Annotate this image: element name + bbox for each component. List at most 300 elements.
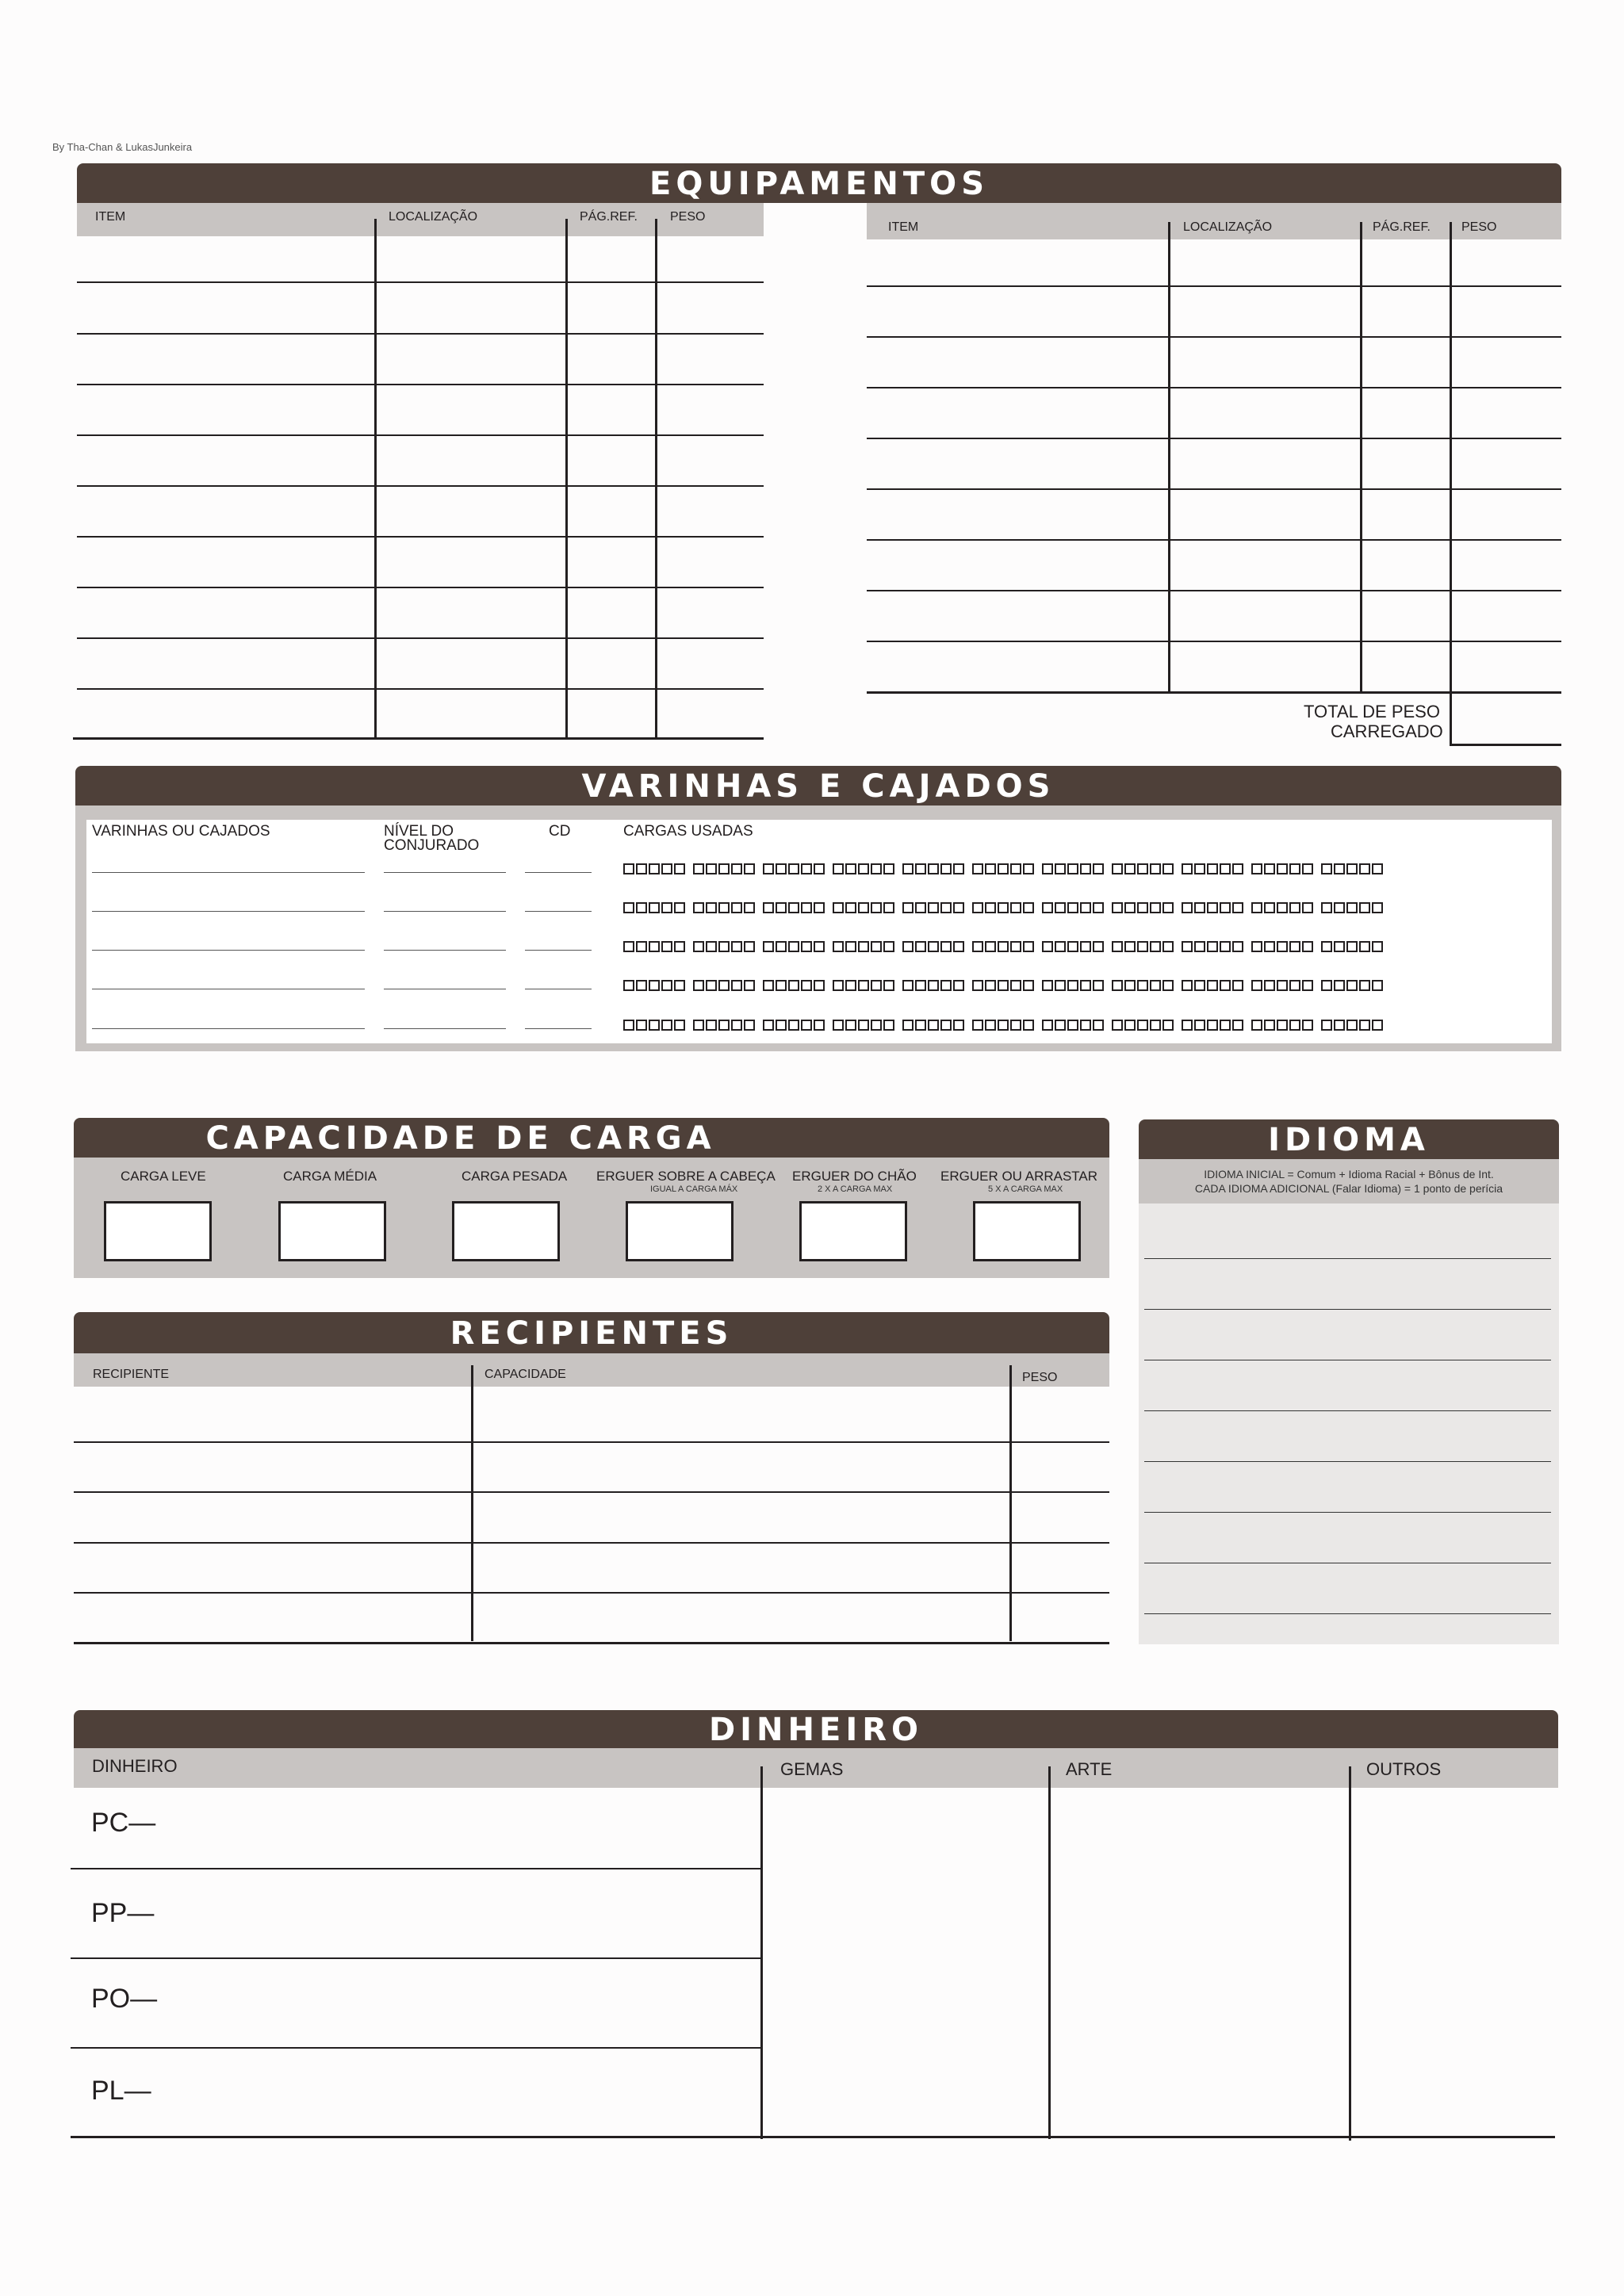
charge-checkbox[interactable] xyxy=(1112,941,1123,952)
charge-checkbox[interactable] xyxy=(623,1020,634,1031)
charge-checkbox[interactable] xyxy=(674,1020,685,1031)
charge-checkbox[interactable] xyxy=(636,863,647,874)
charge-checkbox[interactable] xyxy=(1289,863,1300,874)
charge-checkbox[interactable] xyxy=(776,863,787,874)
charge-checkbox[interactable] xyxy=(915,941,926,952)
charge-checkbox[interactable] xyxy=(1302,902,1313,913)
charge-checkbox[interactable] xyxy=(928,980,939,991)
charge-checkbox[interactable] xyxy=(763,980,774,991)
charge-checkbox[interactable] xyxy=(1264,902,1275,913)
charge-checkbox[interactable] xyxy=(1220,863,1231,874)
charge-checkbox[interactable] xyxy=(776,902,787,913)
charge-checkbox[interactable] xyxy=(1194,902,1205,913)
charge-checkbox[interactable] xyxy=(1112,980,1123,991)
charge-checkbox[interactable] xyxy=(718,902,730,913)
varinha-level-line xyxy=(384,1028,506,1029)
charge-checkbox[interactable] xyxy=(1124,1020,1136,1031)
charge-checkbox[interactable] xyxy=(1334,941,1345,952)
charge-checkbox[interactable] xyxy=(1162,980,1174,991)
charge-checkbox[interactable] xyxy=(1010,902,1021,913)
charge-checkbox[interactable] xyxy=(731,863,742,874)
charge-checkbox[interactable] xyxy=(693,902,704,913)
charge-checkbox[interactable] xyxy=(763,1020,774,1031)
charge-checkbox[interactable] xyxy=(1232,1020,1243,1031)
charge-checkbox[interactable] xyxy=(1182,863,1193,874)
charge-checkbox[interactable] xyxy=(1321,1020,1332,1031)
charge-checkbox[interactable] xyxy=(1302,980,1313,991)
charge-checkbox[interactable] xyxy=(744,980,755,991)
charge-checkbox[interactable] xyxy=(1264,941,1275,952)
charge-checkbox[interactable] xyxy=(649,902,660,913)
charge-checkbox[interactable] xyxy=(744,1020,755,1031)
charge-checkbox[interactable] xyxy=(940,941,952,952)
charge-checkbox[interactable] xyxy=(649,980,660,991)
charge-checkbox[interactable] xyxy=(1359,1020,1370,1031)
charge-checkbox[interactable] xyxy=(814,902,825,913)
charge-checkbox[interactable] xyxy=(1182,902,1193,913)
charge-checkbox[interactable] xyxy=(1162,902,1174,913)
charge-group xyxy=(693,941,755,952)
charge-checkbox[interactable] xyxy=(731,902,742,913)
charge-checkbox[interactable] xyxy=(915,980,926,991)
coin-pp-label: PP— xyxy=(91,1898,155,1928)
charge-checkbox[interactable] xyxy=(1277,863,1288,874)
charge-checkbox[interactable] xyxy=(1055,941,1066,952)
charge-checkbox[interactable] xyxy=(1162,941,1174,952)
charge-checkbox[interactable] xyxy=(998,902,1009,913)
charge-checkbox[interactable] xyxy=(833,863,844,874)
charge-checkbox[interactable] xyxy=(706,902,717,913)
charge-checkbox[interactable] xyxy=(902,902,914,913)
charge-checkbox[interactable] xyxy=(1042,863,1053,874)
charge-checkbox[interactable] xyxy=(661,1020,672,1031)
charge-checkbox[interactable] xyxy=(744,941,755,952)
charge-checkbox[interactable] xyxy=(706,941,717,952)
charge-checkbox[interactable] xyxy=(1346,863,1358,874)
charge-checkbox[interactable] xyxy=(661,863,672,874)
charge-group xyxy=(1251,863,1313,874)
charge-checkbox[interactable] xyxy=(623,863,634,874)
charge-group xyxy=(902,863,964,874)
charge-checkbox[interactable] xyxy=(940,902,952,913)
charge-checkbox[interactable] xyxy=(1093,863,1104,874)
charge-checkbox[interactable] xyxy=(1346,1020,1358,1031)
charge-checkbox[interactable] xyxy=(1372,941,1383,952)
charge-checkbox[interactable] xyxy=(623,902,634,913)
charge-checkbox[interactable] xyxy=(731,941,742,952)
charge-checkbox[interactable] xyxy=(1302,863,1313,874)
charge-checkbox[interactable] xyxy=(1137,902,1148,913)
charge-checkbox[interactable] xyxy=(985,941,996,952)
carga-media-box[interactable] xyxy=(278,1201,386,1261)
charge-checkbox[interactable] xyxy=(1207,902,1218,913)
charge-checkbox[interactable] xyxy=(1055,902,1066,913)
charge-checkbox[interactable] xyxy=(1372,902,1383,913)
charge-checkbox[interactable] xyxy=(1010,1020,1021,1031)
charge-checkbox[interactable] xyxy=(871,1020,882,1031)
charge-checkbox[interactable] xyxy=(1334,1020,1345,1031)
charge-checkbox[interactable] xyxy=(801,1020,812,1031)
charge-checkbox[interactable] xyxy=(1207,1020,1218,1031)
charge-checkbox[interactable] xyxy=(674,863,685,874)
charge-checkbox[interactable] xyxy=(858,941,869,952)
charge-checkbox[interactable] xyxy=(845,941,856,952)
charge-checkbox[interactable] xyxy=(1220,902,1231,913)
charge-checkbox[interactable] xyxy=(801,941,812,952)
charge-checkbox[interactable] xyxy=(998,941,1009,952)
charge-checkbox[interactable] xyxy=(902,1020,914,1031)
charge-checkbox[interactable] xyxy=(1182,980,1193,991)
charge-checkbox[interactable] xyxy=(1010,863,1021,874)
charge-checkbox[interactable] xyxy=(1023,902,1034,913)
charge-checkbox[interactable] xyxy=(1232,902,1243,913)
charge-checkbox[interactable] xyxy=(1055,863,1066,874)
charge-checkbox[interactable] xyxy=(1346,980,1358,991)
charge-checkbox[interactable] xyxy=(1220,941,1231,952)
charge-checkbox[interactable] xyxy=(1124,941,1136,952)
charge-checkbox[interactable] xyxy=(985,863,996,874)
charge-checkbox[interactable] xyxy=(972,863,983,874)
charge-checkbox[interactable] xyxy=(718,1020,730,1031)
charge-checkbox[interactable] xyxy=(1093,902,1104,913)
charge-checkbox[interactable] xyxy=(883,863,894,874)
charge-checkbox[interactable] xyxy=(636,941,647,952)
charge-checkbox[interactable] xyxy=(883,1020,894,1031)
charge-checkbox[interactable] xyxy=(1251,980,1262,991)
charge-checkbox[interactable] xyxy=(902,980,914,991)
charge-checkbox[interactable] xyxy=(1182,941,1193,952)
charge-group xyxy=(1251,1020,1313,1031)
charge-checkbox[interactable] xyxy=(953,863,964,874)
charge-checkbox[interactable] xyxy=(801,902,812,913)
carga-leve-box[interactable] xyxy=(104,1201,212,1261)
charge-checkbox[interactable] xyxy=(833,902,844,913)
charge-checkbox[interactable] xyxy=(972,980,983,991)
charge-checkbox[interactable] xyxy=(1042,1020,1053,1031)
charge-checkbox[interactable] xyxy=(871,863,882,874)
charge-checkbox[interactable] xyxy=(623,980,634,991)
charge-checkbox[interactable] xyxy=(1334,980,1345,991)
charge-checkbox[interactable] xyxy=(718,941,730,952)
charge-checkbox[interactable] xyxy=(845,863,856,874)
charge-checkbox[interactable] xyxy=(940,980,952,991)
charge-checkbox[interactable] xyxy=(1359,863,1370,874)
charge-checkbox[interactable] xyxy=(693,863,704,874)
charge-checkbox[interactable] xyxy=(1112,902,1123,913)
charge-checkbox[interactable] xyxy=(814,863,825,874)
charge-checkbox[interactable] xyxy=(1372,863,1383,874)
charge-checkbox[interactable] xyxy=(1264,980,1275,991)
equip-right-row-line xyxy=(867,539,1561,541)
charge-checkbox[interactable] xyxy=(1277,980,1288,991)
charge-checkbox[interactable] xyxy=(1220,1020,1231,1031)
charge-checkbox[interactable] xyxy=(1321,902,1332,913)
charge-checkbox[interactable] xyxy=(1042,902,1053,913)
charge-checkbox[interactable] xyxy=(928,902,939,913)
charge-checkbox[interactable] xyxy=(649,941,660,952)
charge-group xyxy=(1042,941,1104,952)
charge-checkbox[interactable] xyxy=(693,1020,704,1031)
charge-checkbox[interactable] xyxy=(1067,863,1078,874)
charge-checkbox[interactable] xyxy=(763,941,774,952)
charge-checkbox[interactable] xyxy=(1080,980,1091,991)
charges-row xyxy=(623,902,1383,913)
charge-checkbox[interactable] xyxy=(915,1020,926,1031)
col-peso-recip: PESO xyxy=(1022,1371,1058,1384)
charge-checkbox[interactable] xyxy=(776,941,787,952)
charge-checkbox[interactable] xyxy=(1232,941,1243,952)
charge-checkbox[interactable] xyxy=(1372,980,1383,991)
charge-checkbox[interactable] xyxy=(972,902,983,913)
charge-checkbox[interactable] xyxy=(1264,1020,1275,1031)
charge-checkbox[interactable] xyxy=(1264,863,1275,874)
carga-pesada-box[interactable] xyxy=(452,1201,560,1261)
charge-checkbox[interactable] xyxy=(1194,863,1205,874)
charge-checkbox[interactable] xyxy=(1346,902,1358,913)
charge-checkbox[interactable] xyxy=(953,1020,964,1031)
charge-checkbox[interactable] xyxy=(953,980,964,991)
charge-checkbox[interactable] xyxy=(1137,1020,1148,1031)
charge-checkbox[interactable] xyxy=(972,1020,983,1031)
charge-checkbox[interactable] xyxy=(928,1020,939,1031)
charge-checkbox[interactable] xyxy=(706,1020,717,1031)
charge-checkbox[interactable] xyxy=(1067,1020,1078,1031)
charge-checkbox[interactable] xyxy=(693,941,704,952)
charge-checkbox[interactable] xyxy=(858,980,869,991)
charge-checkbox[interactable] xyxy=(1277,1020,1288,1031)
charge-checkbox[interactable] xyxy=(1321,941,1332,952)
charge-checkbox[interactable] xyxy=(1010,980,1021,991)
charge-checkbox[interactable] xyxy=(1232,863,1243,874)
charge-checkbox[interactable] xyxy=(744,902,755,913)
charge-checkbox[interactable] xyxy=(1137,980,1148,991)
charge-checkbox[interactable] xyxy=(1289,1020,1300,1031)
charge-checkbox[interactable] xyxy=(1023,941,1034,952)
charge-checkbox[interactable] xyxy=(1150,863,1161,874)
charge-checkbox[interactable] xyxy=(915,902,926,913)
charge-checkbox[interactable] xyxy=(788,902,799,913)
charge-checkbox[interactable] xyxy=(915,863,926,874)
charge-checkbox[interactable] xyxy=(649,863,660,874)
charge-checkbox[interactable] xyxy=(1150,941,1161,952)
charge-checkbox[interactable] xyxy=(1207,941,1218,952)
charge-checkbox[interactable] xyxy=(833,941,844,952)
charge-checkbox[interactable] xyxy=(1359,902,1370,913)
charge-checkbox[interactable] xyxy=(731,1020,742,1031)
charge-checkbox[interactable] xyxy=(674,941,685,952)
erguer-cabeca-box[interactable] xyxy=(626,1201,733,1261)
charge-checkbox[interactable] xyxy=(833,980,844,991)
charge-checkbox[interactable] xyxy=(928,941,939,952)
charge-checkbox[interactable] xyxy=(1277,941,1288,952)
charge-checkbox[interactable] xyxy=(1251,941,1262,952)
charge-checkbox[interactable] xyxy=(1207,863,1218,874)
charge-checkbox[interactable] xyxy=(649,1020,660,1031)
varinha-name-line xyxy=(92,911,365,912)
charge-checkbox[interactable] xyxy=(1010,941,1021,952)
charge-checkbox[interactable] xyxy=(940,1020,952,1031)
charge-checkbox[interactable] xyxy=(998,863,1009,874)
charge-checkbox[interactable] xyxy=(1093,980,1104,991)
charge-checkbox[interactable] xyxy=(871,902,882,913)
charge-checkbox[interactable] xyxy=(871,941,882,952)
charge-checkbox[interactable] xyxy=(1162,1020,1174,1031)
charge-checkbox[interactable] xyxy=(1359,941,1370,952)
charge-checkbox[interactable] xyxy=(985,980,996,991)
charge-checkbox[interactable] xyxy=(902,941,914,952)
charge-checkbox[interactable] xyxy=(693,980,704,991)
charge-checkbox[interactable] xyxy=(1112,863,1123,874)
col-nivel-2: CONJURADO xyxy=(384,837,480,854)
charge-checkbox[interactable] xyxy=(1334,902,1345,913)
recip-row-line xyxy=(74,1642,1109,1644)
charge-checkbox[interactable] xyxy=(858,902,869,913)
charge-checkbox[interactable] xyxy=(1023,1020,1034,1031)
charge-checkbox[interactable] xyxy=(998,1020,1009,1031)
charge-checkbox[interactable] xyxy=(706,863,717,874)
charge-checkbox[interactable] xyxy=(858,1020,869,1031)
charge-checkbox[interactable] xyxy=(744,863,755,874)
charge-checkbox[interactable] xyxy=(845,1020,856,1031)
charge-checkbox[interactable] xyxy=(718,980,730,991)
charge-checkbox[interactable] xyxy=(788,941,799,952)
charge-checkbox[interactable] xyxy=(1023,863,1034,874)
charge-checkbox[interactable] xyxy=(1289,902,1300,913)
charge-checkbox[interactable] xyxy=(985,1020,996,1031)
charge-checkbox[interactable] xyxy=(833,1020,844,1031)
charge-checkbox[interactable] xyxy=(998,980,1009,991)
charge-checkbox[interactable] xyxy=(788,1020,799,1031)
charge-checkbox[interactable] xyxy=(883,941,894,952)
charge-checkbox[interactable] xyxy=(1124,980,1136,991)
charge-checkbox[interactable] xyxy=(1207,980,1218,991)
equip-left-row-line xyxy=(77,637,764,639)
charge-checkbox[interactable] xyxy=(1232,980,1243,991)
charge-checkbox[interactable] xyxy=(1150,902,1161,913)
charge-checkbox[interactable] xyxy=(1302,1020,1313,1031)
charge-checkbox[interactable] xyxy=(928,863,939,874)
charge-group xyxy=(1182,941,1243,952)
charge-checkbox[interactable] xyxy=(1042,980,1053,991)
charge-checkbox[interactable] xyxy=(1080,902,1091,913)
charge-checkbox[interactable] xyxy=(623,941,634,952)
charge-checkbox[interactable] xyxy=(1042,941,1053,952)
charge-checkbox[interactable] xyxy=(763,902,774,913)
charge-checkbox[interactable] xyxy=(1093,941,1104,952)
charge-checkbox[interactable] xyxy=(1124,863,1136,874)
charge-checkbox[interactable] xyxy=(1194,1020,1205,1031)
charge-checkbox[interactable] xyxy=(776,1020,787,1031)
charge-group xyxy=(623,1020,685,1031)
charge-checkbox[interactable] xyxy=(814,941,825,952)
charge-checkbox[interactable] xyxy=(1251,902,1262,913)
charge-checkbox[interactable] xyxy=(788,980,799,991)
charge-checkbox[interactable] xyxy=(1055,1020,1066,1031)
charge-checkbox[interactable] xyxy=(1277,902,1288,913)
charge-checkbox[interactable] xyxy=(718,863,730,874)
charge-checkbox[interactable] xyxy=(788,863,799,874)
charge-checkbox[interactable] xyxy=(1080,941,1091,952)
charge-checkbox[interactable] xyxy=(1067,902,1078,913)
charge-checkbox[interactable] xyxy=(1112,1020,1123,1031)
charge-checkbox[interactable] xyxy=(814,980,825,991)
charge-checkbox[interactable] xyxy=(661,902,672,913)
charge-checkbox[interactable] xyxy=(636,902,647,913)
charge-checkbox[interactable] xyxy=(845,902,856,913)
charge-checkbox[interactable] xyxy=(1220,980,1231,991)
charge-checkbox[interactable] xyxy=(763,863,774,874)
charge-checkbox[interactable] xyxy=(883,980,894,991)
charge-checkbox[interactable] xyxy=(972,941,983,952)
charge-checkbox[interactable] xyxy=(1150,980,1161,991)
charge-checkbox[interactable] xyxy=(1182,1020,1193,1031)
charge-checkbox[interactable] xyxy=(902,863,914,874)
charge-checkbox[interactable] xyxy=(636,1020,647,1031)
charge-checkbox[interactable] xyxy=(674,902,685,913)
charge-checkbox[interactable] xyxy=(1023,980,1034,991)
charge-checkbox[interactable] xyxy=(1251,1020,1262,1031)
charge-checkbox[interactable] xyxy=(1093,1020,1104,1031)
charge-checkbox[interactable] xyxy=(1124,902,1136,913)
charge-checkbox[interactable] xyxy=(731,980,742,991)
charge-checkbox[interactable] xyxy=(1150,1020,1161,1031)
charge-checkbox[interactable] xyxy=(953,902,964,913)
charge-checkbox[interactable] xyxy=(636,980,647,991)
charge-checkbox[interactable] xyxy=(1334,863,1345,874)
charge-checkbox[interactable] xyxy=(1372,1020,1383,1031)
charge-checkbox[interactable] xyxy=(871,980,882,991)
charge-checkbox[interactable] xyxy=(1289,980,1300,991)
charge-checkbox[interactable] xyxy=(661,980,672,991)
charge-checkbox[interactable] xyxy=(845,980,856,991)
charge-checkbox[interactable] xyxy=(883,902,894,913)
charge-checkbox[interactable] xyxy=(985,902,996,913)
charge-group xyxy=(623,941,685,952)
charge-checkbox[interactable] xyxy=(1346,941,1358,952)
charge-checkbox[interactable] xyxy=(1137,863,1148,874)
charge-checkbox[interactable] xyxy=(814,1020,825,1031)
charge-checkbox[interactable] xyxy=(1321,863,1332,874)
charge-checkbox[interactable] xyxy=(1080,863,1091,874)
charge-checkbox[interactable] xyxy=(1080,1020,1091,1031)
charge-checkbox[interactable] xyxy=(1162,863,1174,874)
charge-checkbox[interactable] xyxy=(1251,863,1262,874)
charge-checkbox[interactable] xyxy=(953,941,964,952)
charge-checkbox[interactable] xyxy=(1321,980,1332,991)
charge-checkbox[interactable] xyxy=(801,980,812,991)
charge-checkbox[interactable] xyxy=(1302,941,1313,952)
charge-checkbox[interactable] xyxy=(706,980,717,991)
charge-checkbox[interactable] xyxy=(1067,980,1078,991)
total-peso-label-2: CARREGADO xyxy=(1331,721,1443,741)
charge-checkbox[interactable] xyxy=(1359,980,1370,991)
erguer-arrastar-box[interactable] xyxy=(973,1201,1081,1261)
equip-left-row-line xyxy=(77,434,764,436)
charge-checkbox[interactable] xyxy=(1137,941,1148,952)
charge-checkbox[interactable] xyxy=(674,980,685,991)
charge-checkbox[interactable] xyxy=(1289,941,1300,952)
charge-checkbox[interactable] xyxy=(940,863,952,874)
charge-checkbox[interactable] xyxy=(801,863,812,874)
charge-checkbox[interactable] xyxy=(1067,941,1078,952)
erguer-chao-box[interactable] xyxy=(799,1201,907,1261)
charge-checkbox[interactable] xyxy=(1194,941,1205,952)
charge-checkbox[interactable] xyxy=(776,980,787,991)
charge-checkbox[interactable] xyxy=(1194,980,1205,991)
charge-checkbox[interactable] xyxy=(858,863,869,874)
charge-checkbox[interactable] xyxy=(661,941,672,952)
charge-checkbox[interactable] xyxy=(1055,980,1066,991)
